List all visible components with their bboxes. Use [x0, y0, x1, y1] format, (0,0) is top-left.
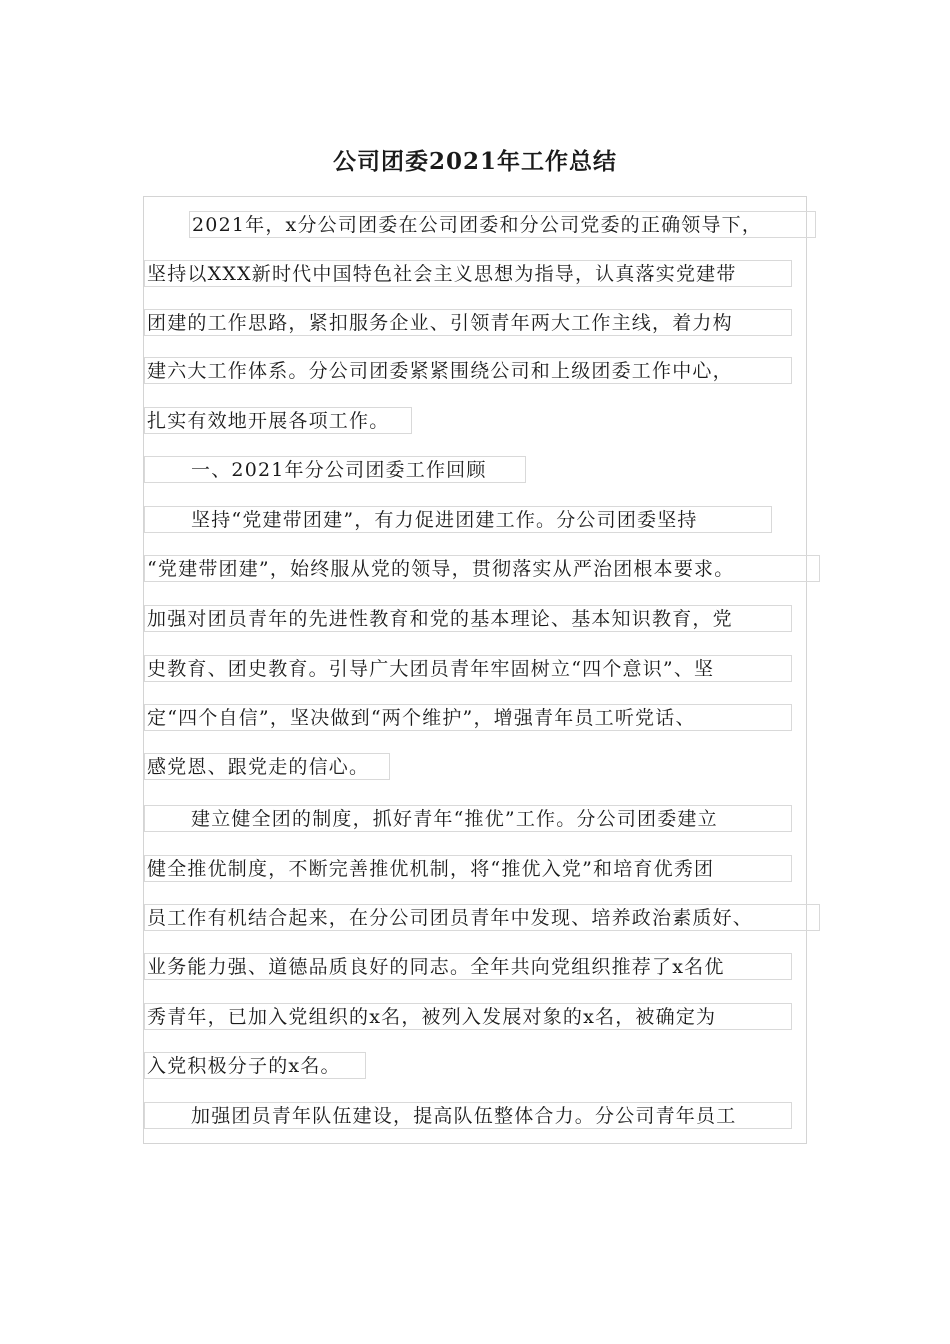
text-line: “党建带团建”，始终服从党的领导，贯彻落实从严治团根本要求。	[144, 555, 820, 582]
text-line: 2021年，x分公司团委在公司团委和分公司党委的正确领导下，	[189, 211, 816, 238]
document-title: 公司团委2021年工作总结	[332, 148, 617, 175]
text-line: 史教育、团史教育。引导广大团员青年牢固树立“四个意识”、坚	[144, 655, 792, 682]
text-line: 入党积极分子的x名。	[144, 1052, 366, 1079]
text-line: 坚持以XXX新时代中国特色社会主义思想为指导，认真落实党建带	[144, 260, 792, 287]
text-line: 定“四个自信”，坚决做到“两个维护”，增强青年员工听党话、	[144, 704, 792, 731]
text-line: 扎实有效地开展各项工作。	[144, 407, 412, 434]
text-line: 加强对团员青年的先进性教育和党的基本理论、基本知识教育，党	[144, 605, 792, 632]
text-line: 建六大工作体系。分公司团委紧紧围绕公司和上级团委工作中心，	[144, 357, 792, 384]
section-heading: 一、2021年分公司团委工作回顾	[144, 456, 526, 483]
text-line: 建立健全团的制度，抓好青年“推优”工作。分公司团委建立	[144, 805, 792, 832]
text-line: 感党恩、跟党走的信心。	[144, 753, 390, 780]
text-line: 团建的工作思路，紧扣服务企业、引领青年两大工作主线，着力构	[144, 309, 792, 336]
text-line: 坚持“党建带团建”，有力促进团建工作。分公司团委坚持	[144, 506, 772, 533]
text-line: 员工作有机结合起来，在分公司团员青年中发现、培养政治素质好、	[144, 904, 820, 931]
text-line: 加强团员青年队伍建设，提高队伍整体合力。分公司青年员工	[144, 1102, 792, 1129]
text-line: 秀青年，已加入党组织的x名，被列入发展对象的x名，被确定为	[144, 1003, 792, 1030]
text-line: 健全推优制度，不断完善推优机制，将“推优入党”和培育优秀团	[144, 855, 792, 882]
text-line: 业务能力强、道德品质良好的同志。全年共向党组织推荐了x名优	[144, 953, 792, 980]
